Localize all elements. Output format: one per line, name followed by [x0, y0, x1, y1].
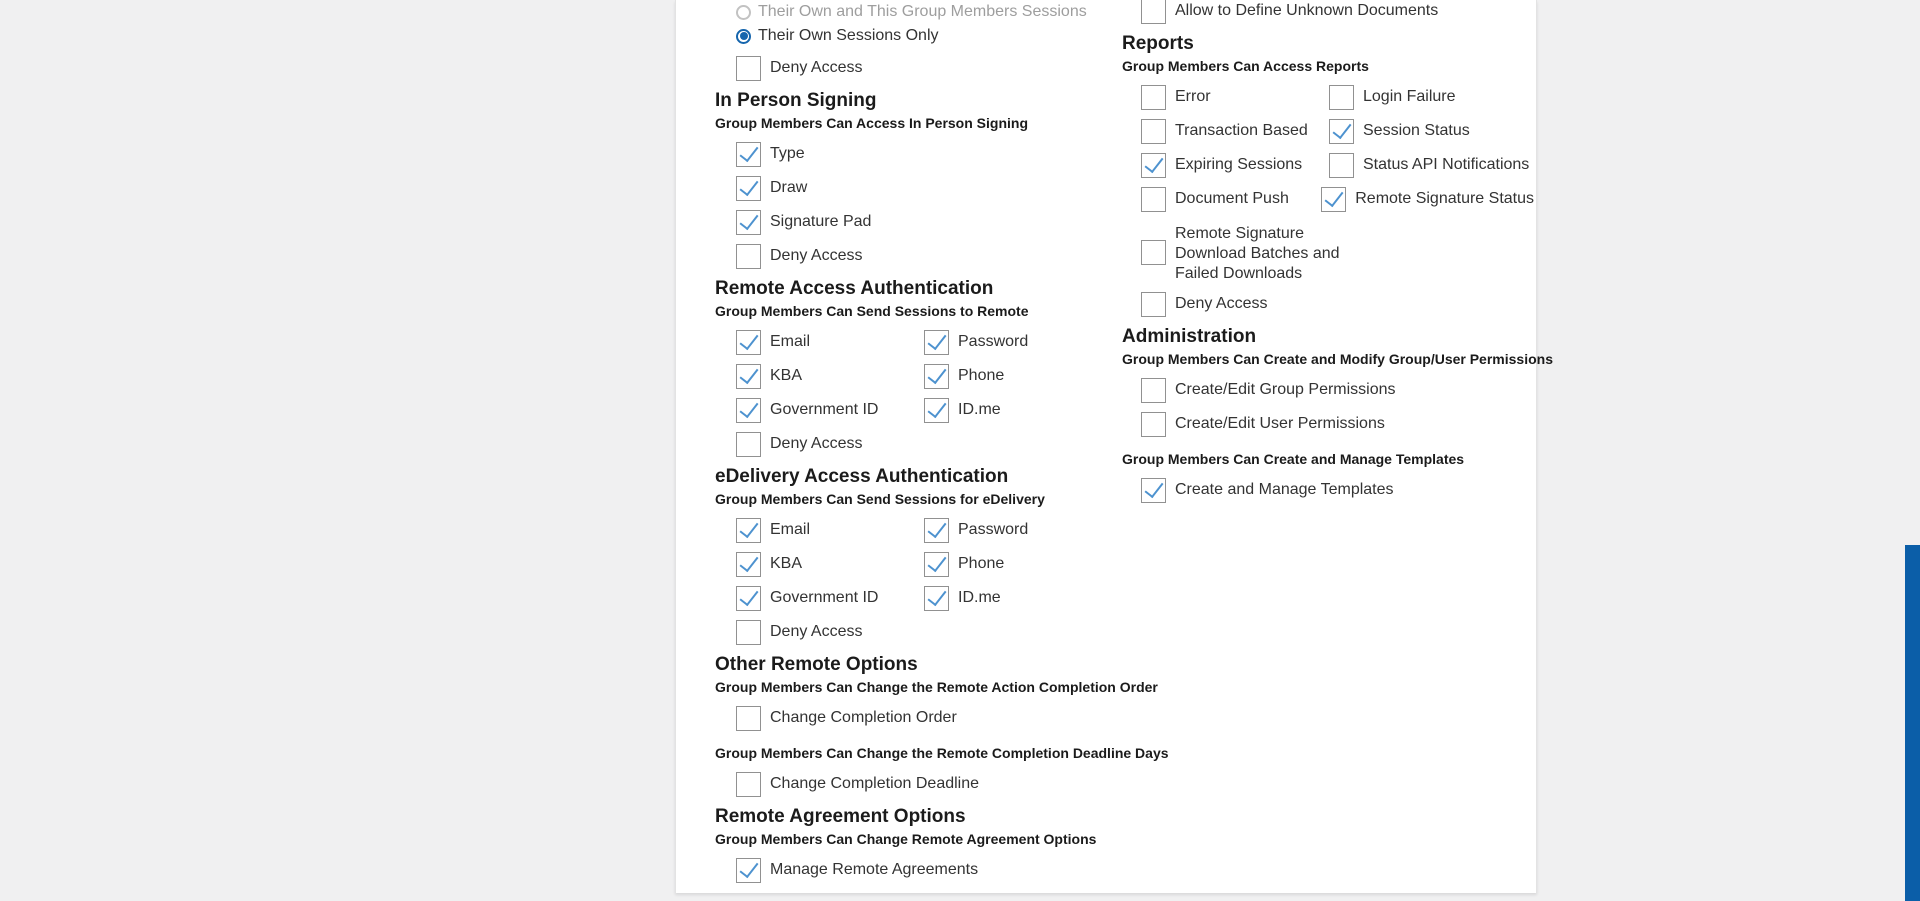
checkbox-row [715, 853, 1119, 887]
checkbox-row [1122, 287, 1534, 321]
checkbox-group [715, 137, 1119, 273]
radio-label: Their Own and This Group Members Sessions [758, 3, 1087, 20]
checkbox-label: Manage Remote Agreements [770, 861, 979, 878]
radio-row [715, 0, 1119, 24]
checkbox-item [1141, 153, 1329, 178]
checkbox-email[interactable] [736, 330, 761, 355]
sub-heading-group-members-can-change-remote-agreement-options: Group Members Can Change Remote Agreement Options [715, 831, 1097, 847]
checkbox-row [715, 359, 1119, 393]
checkbox-government-id[interactable] [736, 398, 761, 423]
checkbox-label: Status API Notifications [1363, 156, 1530, 173]
checkbox-label: KBA [770, 367, 803, 384]
checkbox-label: Deny Access [770, 59, 863, 76]
checkbox-label: Document Push [1175, 190, 1289, 207]
checkbox-manage-remote-agreements[interactable] [736, 858, 761, 883]
checkbox-kba[interactable] [736, 364, 761, 389]
checkbox-item [736, 142, 805, 167]
radio-their-own-sessions-only[interactable] [736, 29, 751, 44]
checkbox-create-edit-group-permissions[interactable] [1141, 378, 1166, 403]
checkbox-group [715, 513, 1119, 649]
checkbox-item [924, 586, 1001, 611]
checkbox-item [736, 518, 924, 543]
checkbox-deny-access[interactable] [736, 620, 761, 645]
checkbox-label: Draw [770, 179, 808, 196]
checkbox-row [1122, 148, 1534, 182]
checkbox-label: Email [770, 521, 811, 538]
checkbox-row [715, 51, 1119, 85]
checkbox-document-push[interactable] [1141, 187, 1166, 212]
blue-edge-bar [1905, 545, 1920, 901]
checkbox-item [736, 398, 924, 423]
sub-heading-group-members-can-send-sessions-for-edelivery: Group Members Can Send Sessions for eDelivery [715, 491, 1045, 507]
section-heading-remote-access-authentication: Remote Access Authentication [715, 278, 994, 299]
checkbox-label: Password [958, 521, 1029, 538]
checkbox-row [1122, 373, 1534, 407]
permissions-right-column [1122, 0, 1553, 507]
radio-row [715, 24, 1119, 48]
sub-heading-group-members-can-create-and-manage-templates: Group Members Can Create and Manage Templates [1122, 451, 1465, 467]
checkbox-label: Create/Edit User Permissions [1175, 415, 1385, 432]
session-visibility-radio-group [715, 0, 1119, 48]
checkbox-row [715, 513, 1119, 547]
checkbox-label: Remote Signature Status [1355, 190, 1534, 207]
checkbox-password[interactable] [924, 330, 949, 355]
section-heading-edelivery-access-authentication: eDelivery Access Authentication [715, 466, 1009, 487]
checkbox-item [736, 586, 924, 611]
checkbox-item [1329, 119, 1470, 144]
sub-heading-group-members-can-access-reports: Group Members Can Access Reports [1122, 58, 1369, 74]
checkbox-government-id[interactable] [736, 586, 761, 611]
section-heading-reports: Reports [1122, 33, 1194, 54]
checkbox-label: Deny Access [1175, 295, 1268, 312]
checkbox-row [715, 393, 1119, 427]
checkbox-label: Remote Signature Download Batches and Failed Downloads [1175, 225, 1340, 282]
checkbox-item [924, 330, 1028, 355]
checkbox-row [1122, 0, 1534, 28]
checkbox-remote-signature-download-batches-and-failed-downloads[interactable] [1141, 240, 1166, 265]
section-heading-administration: Administration [1122, 326, 1257, 347]
checkbox-row [715, 701, 1119, 735]
checkbox-label: Government ID [770, 401, 879, 418]
checkbox-item [736, 772, 979, 797]
checkbox-item [1321, 187, 1534, 212]
checkbox-item [1141, 292, 1267, 317]
sub-heading-group-members-can-change-the-remote-completion-deadline-days: Group Members Can Change the Remote Completion Deadline Days [715, 745, 1169, 761]
group-permissions-panel [675, 0, 1553, 893]
checkbox-create-and-manage-templates[interactable] [1141, 478, 1166, 503]
checkbox-status-api-notifications[interactable] [1329, 153, 1354, 178]
checkbox-label: Change Completion Order [770, 709, 957, 726]
checkbox-type[interactable] [736, 142, 761, 167]
checkbox-id-me[interactable] [924, 398, 949, 423]
checkbox-label: Signature Pad [770, 213, 872, 230]
checkbox-group [715, 767, 1119, 801]
checkbox-item [736, 432, 862, 457]
checkbox-row [1122, 216, 1534, 287]
checkbox-label: ID.me [958, 401, 1001, 418]
checkbox-label: Deny Access [770, 247, 863, 264]
checkbox-group [1122, 0, 1534, 28]
checkbox-item [1141, 119, 1329, 144]
checkbox-label: Phone [958, 367, 1005, 384]
checkbox-item [736, 56, 862, 81]
checkbox-row [715, 205, 1119, 239]
checkbox-item [736, 706, 957, 731]
checkbox-row [715, 581, 1119, 615]
checkbox-phone[interactable] [924, 364, 949, 389]
checkbox-change-completion-deadline[interactable] [736, 772, 761, 797]
checkbox-transaction-based[interactable] [1141, 119, 1166, 144]
checkbox-group [715, 325, 1119, 461]
checkbox-row [715, 767, 1119, 801]
checkbox-item [736, 858, 978, 883]
checkbox-group [1122, 80, 1534, 321]
checkbox-session-status[interactable] [1329, 119, 1354, 144]
checkbox-group [715, 853, 1119, 887]
checkbox-create-edit-user-permissions[interactable] [1141, 412, 1166, 437]
checkbox-label: Phone [958, 555, 1005, 572]
checkbox-label: Create and Manage Templates [1175, 481, 1394, 498]
checkbox-item [736, 210, 871, 235]
checkbox-row [1122, 114, 1534, 148]
checkbox-label: Deny Access [770, 435, 863, 452]
checkbox-item [1141, 216, 1347, 284]
checkbox-allow-to-define-unknown-documents[interactable] [1141, 0, 1166, 24]
checkbox-label: Login Failure [1363, 88, 1456, 105]
checkbox-item [924, 364, 1004, 389]
checkbox-row [1122, 407, 1534, 441]
checkbox-item [736, 176, 807, 201]
checkbox-item [736, 620, 862, 645]
checkbox-row [715, 325, 1119, 359]
checkbox-remote-signature-status[interactable] [1321, 187, 1346, 212]
sub-heading-group-members-can-change-the-remote-action-completion-order: Group Members Can Change the Remote Action Completion Order [715, 679, 1158, 695]
checkbox-group [1122, 373, 1534, 441]
checkbox-deny-access[interactable] [1141, 292, 1166, 317]
checkbox-item [736, 244, 862, 269]
checkbox-label: ID.me [958, 589, 1001, 606]
checkbox-label: Expiring Sessions [1175, 156, 1303, 173]
checkbox-group [715, 51, 1119, 85]
checkbox-signature-pad[interactable] [736, 210, 761, 235]
checkbox-deny-access[interactable] [736, 244, 761, 269]
checkbox-phone[interactable] [924, 552, 949, 577]
checkbox-id-me[interactable] [924, 586, 949, 611]
checkbox-row [715, 427, 1119, 461]
checkbox-label: Error [1175, 88, 1211, 105]
checkbox-label: KBA [770, 555, 803, 572]
checkbox-label: Transaction Based [1175, 122, 1308, 139]
checkbox-label: Allow to Define Unknown Documents [1175, 2, 1439, 19]
checkbox-row [1122, 473, 1534, 507]
checkbox-item [736, 330, 924, 355]
checkbox-email[interactable] [736, 518, 761, 543]
checkbox-item [1141, 378, 1396, 403]
checkbox-label: Password [958, 333, 1029, 350]
checkbox-item [1329, 153, 1529, 178]
checkbox-item [924, 518, 1028, 543]
checkbox-kba[interactable] [736, 552, 761, 577]
sub-heading-group-members-can-access-in-person-signing: Group Members Can Access In Person Signing [715, 115, 1028, 131]
checkbox-row [1122, 80, 1534, 114]
section-heading-other-remote-options: Other Remote Options [715, 654, 918, 675]
checkbox-row [715, 171, 1119, 205]
checkbox-label: Change Completion Deadline [770, 775, 980, 792]
checkbox-group [715, 701, 1119, 735]
radio-their-own-and-this-group-members-sessions[interactable] [736, 5, 751, 20]
checkbox-expiring-sessions[interactable] [1141, 153, 1166, 178]
checkbox-label: Email [770, 333, 811, 350]
checkbox-item [1141, 187, 1321, 212]
checkbox-deny-access[interactable] [736, 432, 761, 457]
checkbox-row [715, 239, 1119, 273]
checkbox-error[interactable] [1141, 85, 1166, 110]
checkbox-label: Session Status [1363, 122, 1470, 139]
checkbox-row [715, 547, 1119, 581]
checkbox-password[interactable] [924, 518, 949, 543]
checkbox-item [736, 552, 924, 577]
sub-heading-group-members-can-create-and-modify-group-user-permissions: Group Members Can Create and Modify Group/User Permissions [1122, 351, 1553, 367]
checkbox-item [1141, 85, 1329, 110]
checkbox-item [924, 398, 1001, 423]
checkbox-label: Type [770, 145, 805, 162]
section-heading-in-person-signing: In Person Signing [715, 90, 877, 111]
checkbox-row [715, 137, 1119, 171]
checkbox-label: Deny Access [770, 623, 863, 640]
checkbox-item [1141, 412, 1385, 437]
checkbox-item [924, 552, 1004, 577]
radio-label: Their Own Sessions Only [758, 27, 939, 44]
section-heading-remote-agreement-options: Remote Agreement Options [715, 806, 966, 827]
checkbox-group [1122, 473, 1534, 507]
checkbox-deny-access[interactable] [736, 56, 761, 81]
checkbox-label: Government ID [770, 589, 879, 606]
checkbox-change-completion-order[interactable] [736, 706, 761, 731]
checkbox-item [1141, 0, 1438, 24]
checkbox-label: Create/Edit Group Permissions [1175, 381, 1396, 398]
checkbox-row [1122, 182, 1534, 216]
checkbox-row [715, 615, 1119, 649]
sub-heading-group-members-can-send-sessions-to-remote: Group Members Can Send Sessions to Remote [715, 303, 1029, 319]
checkbox-item [1141, 478, 1394, 503]
checkbox-item [1329, 85, 1456, 110]
checkbox-login-failure[interactable] [1329, 85, 1354, 110]
checkbox-item [736, 364, 924, 389]
checkbox-draw[interactable] [736, 176, 761, 201]
